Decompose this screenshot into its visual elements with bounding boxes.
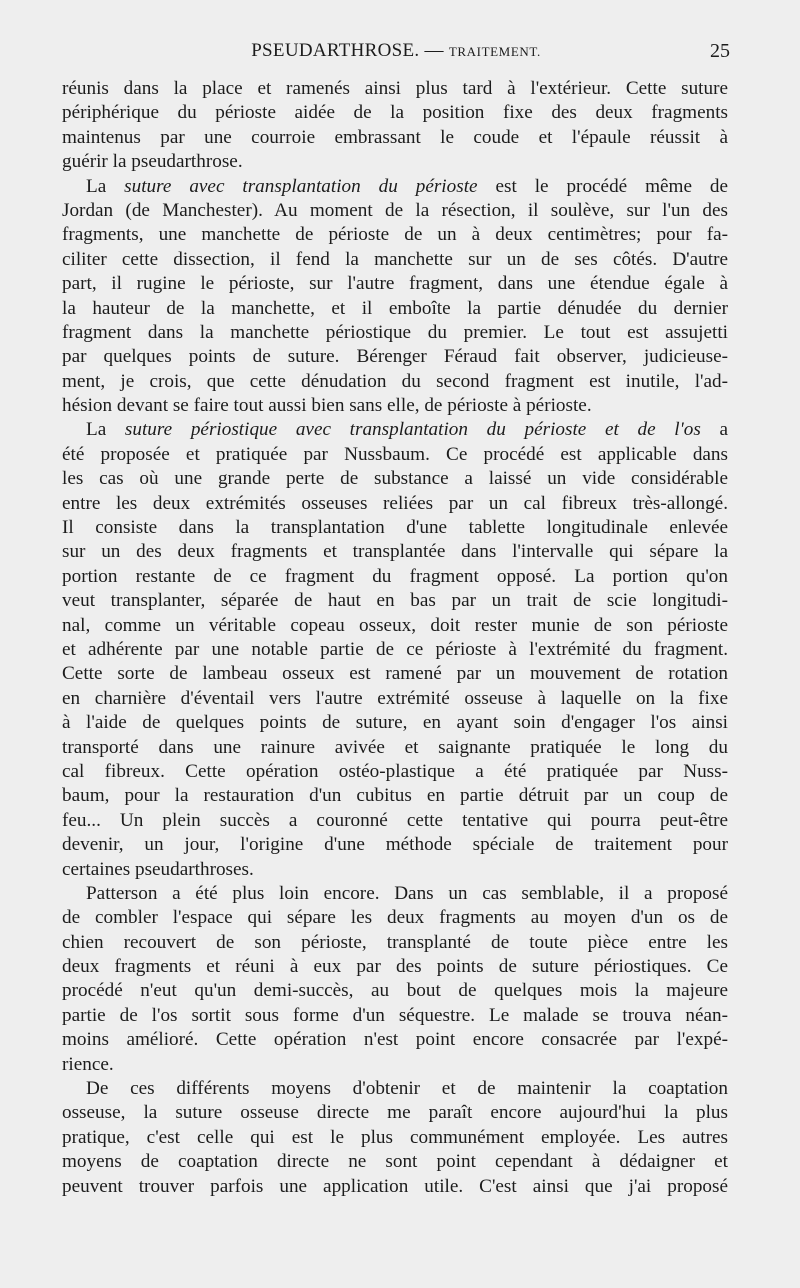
body-text xyxy=(62,77,728,1199)
text-line: chien recouvert de son périoste, transplanté de toute pièce entre les xyxy=(62,931,728,953)
text-line: feu... Un plein succès a couronné cette tentative qui pourra peut-être xyxy=(62,809,728,831)
text-line: la hauteur de la manchette, et il emboîte la partie dénudée du dernier xyxy=(62,297,728,319)
page-header xyxy=(62,40,730,70)
text-line: ment, je crois, que cette dénudation du second fragment est inutile, l'ad- xyxy=(62,370,728,392)
text-line: Jordan (de Manchester). Au moment de la résection, il soulève, sur l'un des xyxy=(62,199,728,221)
text-line: portion restante de ce fragment du fragment opposé. La portion qu'on xyxy=(62,565,728,587)
text-line: certaines pseudarthroses. xyxy=(62,858,254,880)
text-span: a xyxy=(700,419,728,441)
text-line: rience. xyxy=(62,1053,114,1075)
text-line: transporté dans une rainure avivée et saignante pratiquée le long du xyxy=(62,736,728,758)
text-line: Cette sorte de lambeau osseux est ramené par un mouvement de rotation xyxy=(62,663,728,685)
text-line: entre les deux extrémités osseuses reliées par un cal fibreux très-allongé. xyxy=(62,492,728,514)
italic-term: suture avec transplantation du périoste xyxy=(124,175,478,197)
text-line: et adhérente par une notable partie de ce périoste à l'extrémité du fragment. xyxy=(62,638,728,660)
text-line xyxy=(62,175,728,199)
text-line: nal, comme un véritable copeau osseux, doit rester munie de son périoste xyxy=(62,614,728,636)
text-line: les cas où une grande perte de substance a laissé un vide considérable xyxy=(62,468,728,490)
text-line: fragment dans la manchette périostique du premier. Le tout est assujetti xyxy=(62,321,728,343)
text-line: hésion devant se faire tout aussi bien sans elle, de périoste à périoste. xyxy=(62,395,592,417)
text-line: cal fibreux. Cette opération ostéo-plastique a été pratiquée par Nuss- xyxy=(62,760,728,782)
text-line: à l'aide de quelques points de suture, en ayant soin d'engager l'os ainsi xyxy=(62,712,728,734)
text-line: en charnière d'éventail vers l'autre extrémité osseuse à laquelle on la fixe xyxy=(62,687,728,709)
text-line: guérir la pseudarthrose. xyxy=(62,151,243,173)
text-span: est le procédé même de xyxy=(477,175,728,197)
text-line: osseuse, la suture osseuse directe me paraît encore aujourd'hui la plus xyxy=(62,1102,728,1124)
text-line: périphérique du périoste aidée de la position fixe des deux fragments xyxy=(62,102,728,124)
text-line: de combler l'espace qui sépare les deux fragments au moyen d'un os de xyxy=(62,907,728,929)
text-line: fragments, une manchette de périoste de un à deux centimètres; pour fa- xyxy=(62,224,728,246)
text-span: La xyxy=(86,419,125,441)
text-line: réunis dans la place et ramenés ainsi plus tard à l'extérieur. Cette suture xyxy=(62,78,728,99)
text-line: De ces différents moyens d'obtenir et de maintenir la coaptation xyxy=(86,1078,728,1100)
text-line: Patterson a été plus loin encore. Dans un cas semblable, il a proposé xyxy=(86,882,728,904)
text-span: La xyxy=(86,175,125,197)
text-line: moins amélioré. Cette opération n'est point encore consacrée par l'expé- xyxy=(62,1029,728,1051)
text-line: devenir, un jour, l'origine d'une méthode spéciale de traitement pour xyxy=(62,834,728,856)
text-line: moyens de coaptation directe ne sont point cependant à dédaigner et xyxy=(62,1151,728,1173)
text-line: baum, pour la restauration d'un cubitus en partie détruit par un coup de xyxy=(62,785,728,807)
text-line: partie de l'os sortit sous forme d'un séquestre. Le malade se trouva néan- xyxy=(62,1004,728,1026)
page-number: 25 xyxy=(710,40,730,62)
text-line: peuvent trouver parfois une application utile. C'est ainsi que j'ai proposé xyxy=(62,1175,728,1197)
running-title-section: TRAITEMENT. xyxy=(448,44,541,59)
text-line: part, il rugine le périoste, sur l'autre fragment, dans une étendue égale à xyxy=(62,273,728,295)
text-line: deux fragments et réuni à eux par des points de suture périostiques. Ce xyxy=(62,956,728,978)
italic-term: suture périostique avec transplantation du périoste et de l'os xyxy=(124,419,701,441)
text-line: veut transplanter, séparée de haut en bas par un trait de scie longitudi- xyxy=(62,590,728,612)
text-line: pratique, c'est celle qui est le plus communément employée. Les autres xyxy=(62,1126,728,1148)
text-line: sur un des deux fragments et transplantée dans l'intervalle qui sépare la xyxy=(62,541,728,563)
text-line: maintenus par une courroie embrassant le coude et l'épaule réussit à xyxy=(62,126,728,148)
text-line: été proposée et pratiquée par Nussbaum. Ce procédé est applicable dans xyxy=(62,443,728,465)
running-title xyxy=(62,40,730,62)
text-line: ciliter cette dissection, il fend la manchette sur un de ses côtés. D'autre xyxy=(62,248,728,270)
text-line: procédé n'eut qu'un demi-succès, au bout de quelques mois la majeure xyxy=(62,980,728,1002)
text-line xyxy=(62,418,728,442)
text-line: par quelques points de suture. Bérenger Féraud fait observer, judicieuse- xyxy=(62,346,728,368)
running-title-main: PSEUDARTHROSE. — xyxy=(251,40,449,61)
text-line: Il consiste dans la transplantation d'une tablette longitudinale enlevée xyxy=(62,517,728,539)
